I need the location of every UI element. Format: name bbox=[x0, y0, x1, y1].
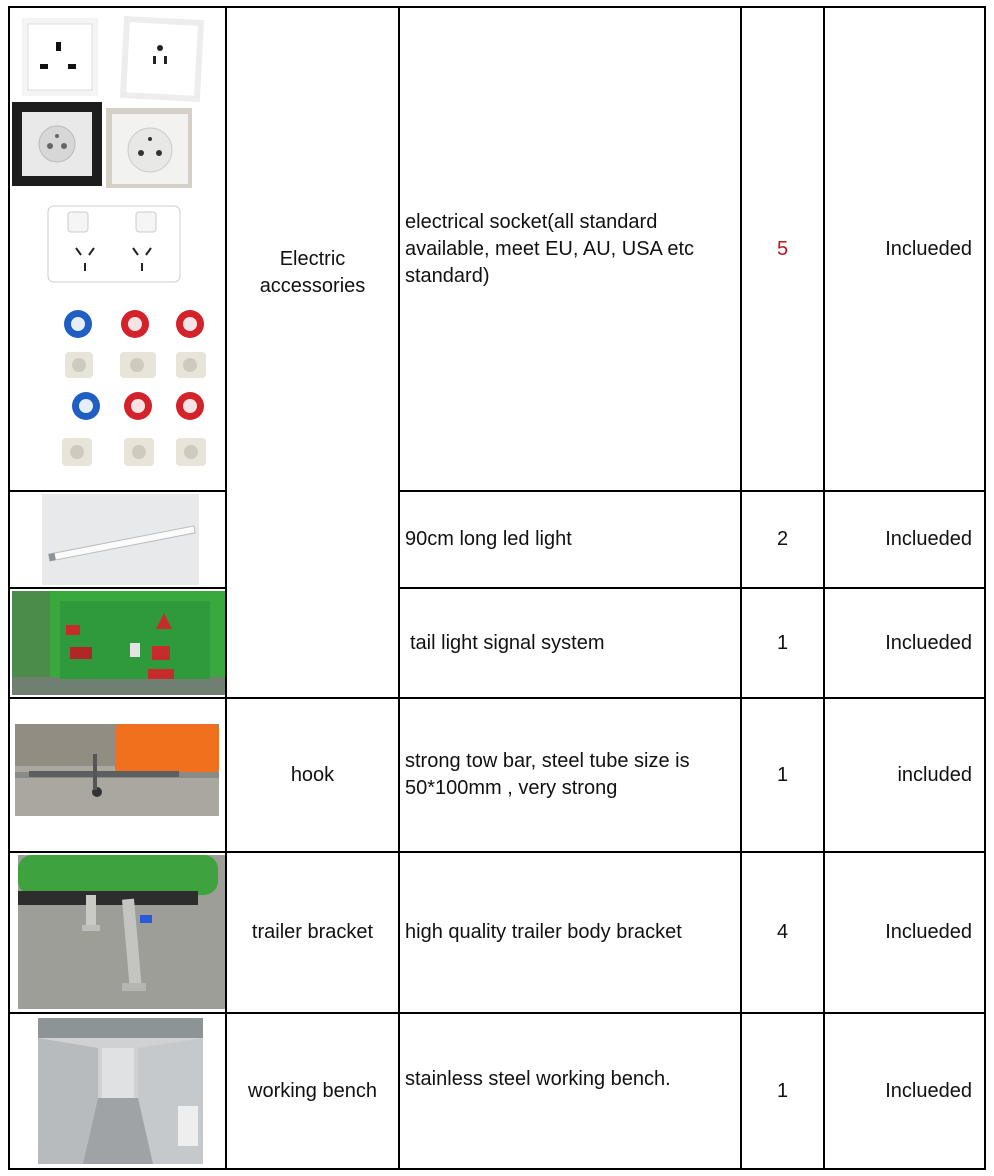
status-value: Inclueded bbox=[885, 237, 972, 260]
category-cell bbox=[227, 1014, 398, 1168]
quantity-value: 5 bbox=[776, 237, 789, 260]
category-cell bbox=[227, 853, 398, 1012]
category-cell bbox=[227, 699, 398, 851]
status-value: Inclueded bbox=[885, 1079, 972, 1102]
description-text: high quality trailer body bracket bbox=[405, 921, 682, 943]
quantity-value: 1 bbox=[776, 631, 789, 654]
trailer-bracket-photo bbox=[18, 855, 225, 1009]
description-text: tail light signal system bbox=[410, 631, 605, 654]
tow-bar-icon bbox=[15, 724, 219, 816]
category-label: Electric accessories bbox=[259, 248, 366, 297]
led-light-photo bbox=[42, 494, 199, 585]
trailer-jack-icon bbox=[18, 855, 225, 1009]
description-text: electrical socket(all standard available, meet EU, AU, USA etc standard) bbox=[405, 210, 695, 287]
status-value: Inclueded bbox=[885, 631, 972, 654]
quantity-value: 1 bbox=[776, 763, 789, 786]
description-text: strong tow bar, steel tube size is 50*100mm , very strong bbox=[405, 750, 690, 799]
status-value: included bbox=[897, 763, 972, 786]
working-bench-photo bbox=[38, 1018, 203, 1164]
description-text: 90cm long led light bbox=[405, 528, 572, 550]
power-socket-icon bbox=[10, 8, 225, 490]
category-label: trailer bracket bbox=[251, 921, 374, 943]
description-cell bbox=[400, 589, 740, 697]
tail-light-icon bbox=[12, 591, 225, 695]
quantity-cell bbox=[742, 1014, 823, 1168]
status-value: Inclueded bbox=[885, 528, 972, 550]
quantity-cell bbox=[742, 589, 823, 697]
quantity-cell bbox=[742, 853, 823, 1012]
tow-bar-photo bbox=[15, 724, 219, 816]
quantity-value: 4 bbox=[776, 921, 789, 943]
status-cell bbox=[825, 1014, 984, 1168]
description-cell bbox=[400, 699, 740, 851]
category-label: hook bbox=[290, 763, 335, 786]
quantity-cell bbox=[742, 492, 823, 587]
status-cell bbox=[825, 589, 984, 697]
description-cell bbox=[400, 492, 740, 587]
status-cell bbox=[825, 853, 984, 1012]
category-label: working bench bbox=[248, 1079, 377, 1102]
description-cell bbox=[400, 1014, 740, 1144]
description-cell bbox=[400, 8, 740, 490]
status-cell bbox=[825, 492, 984, 587]
tail-light-photo bbox=[12, 591, 225, 695]
workbench-icon bbox=[38, 1018, 203, 1164]
socket-photo-collage bbox=[10, 8, 225, 490]
quantity-cell bbox=[742, 8, 823, 490]
status-value: Inclueded bbox=[885, 921, 972, 943]
status-cell bbox=[825, 699, 984, 851]
quantity-cell bbox=[742, 699, 823, 851]
quantity-value: 2 bbox=[776, 528, 789, 550]
description-cell bbox=[400, 853, 740, 1012]
description-text: stainless steel working bench. bbox=[405, 1067, 671, 1090]
quantity-value: 1 bbox=[776, 1079, 789, 1102]
status-cell bbox=[825, 8, 984, 490]
category-cell bbox=[227, 8, 398, 538]
led-tube-light-icon bbox=[42, 494, 199, 585]
